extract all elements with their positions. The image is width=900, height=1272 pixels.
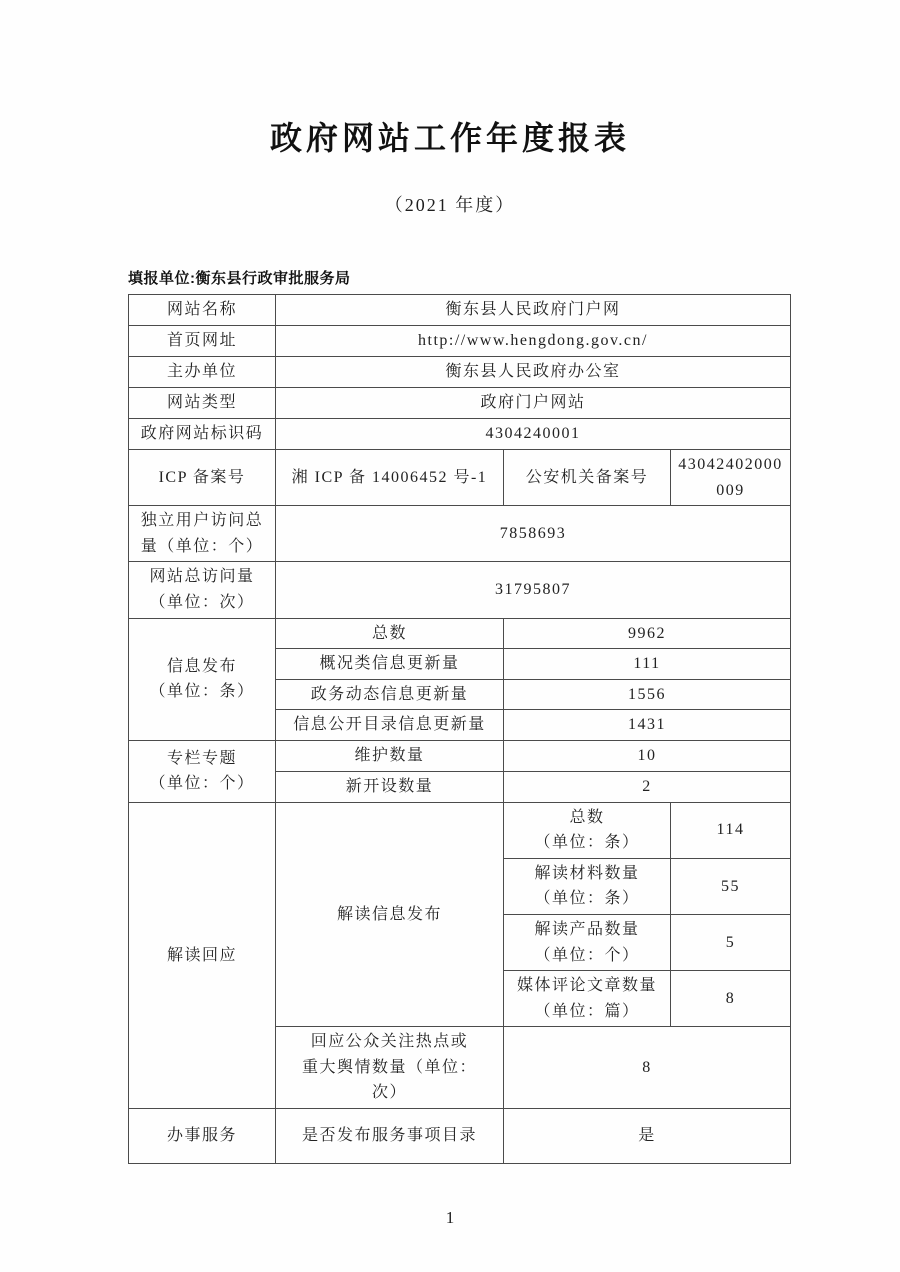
table-row: [129, 802, 791, 858]
preparer-line: 填报单位:衡东县行政审批服务局: [128, 270, 351, 287]
unique-visitors-label-cell: 独立用户访问总 量（单位：个）: [129, 506, 276, 562]
home-url-label-cell: 首页网址: [129, 326, 276, 357]
interpretation-publish-cell: 解读信息发布: [276, 802, 504, 1027]
page-number: 1: [445, 1208, 455, 1228]
table-row: [129, 450, 791, 506]
columns-new-label-cell: 新开设数量: [276, 771, 504, 802]
icp-label-cell: ICP 备案号: [129, 450, 276, 506]
services-group-cell: 办事服务: [129, 1109, 276, 1164]
info-publish-catalog-label-cell: 信息公开目录信息更新量: [276, 710, 504, 741]
site-name-value-cell: 衡东县人民政府门户网: [276, 295, 791, 326]
special-columns-group-cell: 专栏专题 （单位：个）: [129, 740, 276, 802]
info-publish-catalog-value-cell: 1431: [504, 710, 791, 741]
table-row: [129, 326, 791, 357]
interpret-products-value-cell: 5: [671, 914, 791, 970]
total-visits-value-cell: 31795807: [276, 562, 791, 618]
icp-value-cell: 湘 ICP 备 14006452 号-1: [276, 450, 504, 506]
info-publish-overview-label-cell: 概况类信息更新量: [276, 649, 504, 680]
site-code-label-cell: 政府网站标识码: [129, 419, 276, 450]
table-row: [129, 1109, 791, 1164]
interpretation-group-cell: 解读回应: [129, 802, 276, 1109]
report-year-subtitle: （2021 年度）: [384, 195, 516, 215]
total-visits-label-cell: 网站总访问量 （单位：次）: [129, 562, 276, 618]
site-type-label-cell: 网站类型: [129, 388, 276, 419]
services-catalog-value-cell: 是: [504, 1109, 791, 1164]
sponsor-value-cell: 衡东县人民政府办公室: [276, 357, 791, 388]
interpret-media-value-cell: 8: [671, 971, 791, 1027]
info-publish-dynamics-label-cell: 政务动态信息更新量: [276, 679, 504, 710]
info-publish-dynamics-value-cell: 1556: [504, 679, 791, 710]
columns-maintained-label-cell: 维护数量: [276, 740, 504, 771]
site-name-label-cell: 网站名称: [129, 295, 276, 326]
police-filing-label-cell: 公安机关备案号: [504, 450, 671, 506]
interpret-total-value-cell: 114: [671, 802, 791, 858]
table-row: [129, 357, 791, 388]
page-title: 政府网站工作年度报表: [269, 120, 630, 156]
unique-visitors-value-cell: 7858693: [276, 506, 791, 562]
info-publish-overview-value-cell: 111: [504, 649, 791, 680]
interpret-products-label-cell: 解读产品数量 （单位：个）: [504, 914, 671, 970]
table-row: [129, 618, 791, 649]
sponsor-label-cell: 主办单位: [129, 357, 276, 388]
interpret-materials-value-cell: 55: [671, 858, 791, 914]
info-publish-total-label-cell: 总数: [276, 618, 504, 649]
interpret-materials-label-cell: 解读材料数量 （单位：条）: [504, 858, 671, 914]
annual-report-table: [128, 294, 791, 1164]
info-publish-group-cell: 信息发布 （单位：条）: [129, 618, 276, 740]
table-row: [129, 295, 791, 326]
table-row: [129, 506, 791, 562]
table-row: [129, 388, 791, 419]
police-filing-value-cell: 43042402000009: [671, 450, 791, 506]
site-code-value-cell: 4304240001: [276, 419, 791, 450]
interpret-media-label-cell: 媒体评论文章数量 （单位：篇）: [504, 971, 671, 1027]
site-type-value-cell: 政府门户网站: [276, 388, 791, 419]
table-row: [129, 562, 791, 618]
table-row: [129, 419, 791, 450]
table-row: [129, 740, 791, 771]
columns-maintained-value-cell: 10: [504, 740, 791, 771]
home-url-value-cell: http://www.hengdong.gov.cn/: [276, 326, 791, 357]
services-catalog-label-cell: 是否发布服务事项目录: [276, 1109, 504, 1164]
info-publish-total-value-cell: 9962: [504, 618, 791, 649]
hotspot-label-cell: 回应公众关注热点或 重大舆情数量（单位： 次）: [276, 1027, 504, 1109]
hotspot-value-cell: 8: [504, 1027, 791, 1109]
columns-new-value-cell: 2: [504, 771, 791, 802]
interpret-total-label-cell: 总数 （单位：条）: [504, 802, 671, 858]
